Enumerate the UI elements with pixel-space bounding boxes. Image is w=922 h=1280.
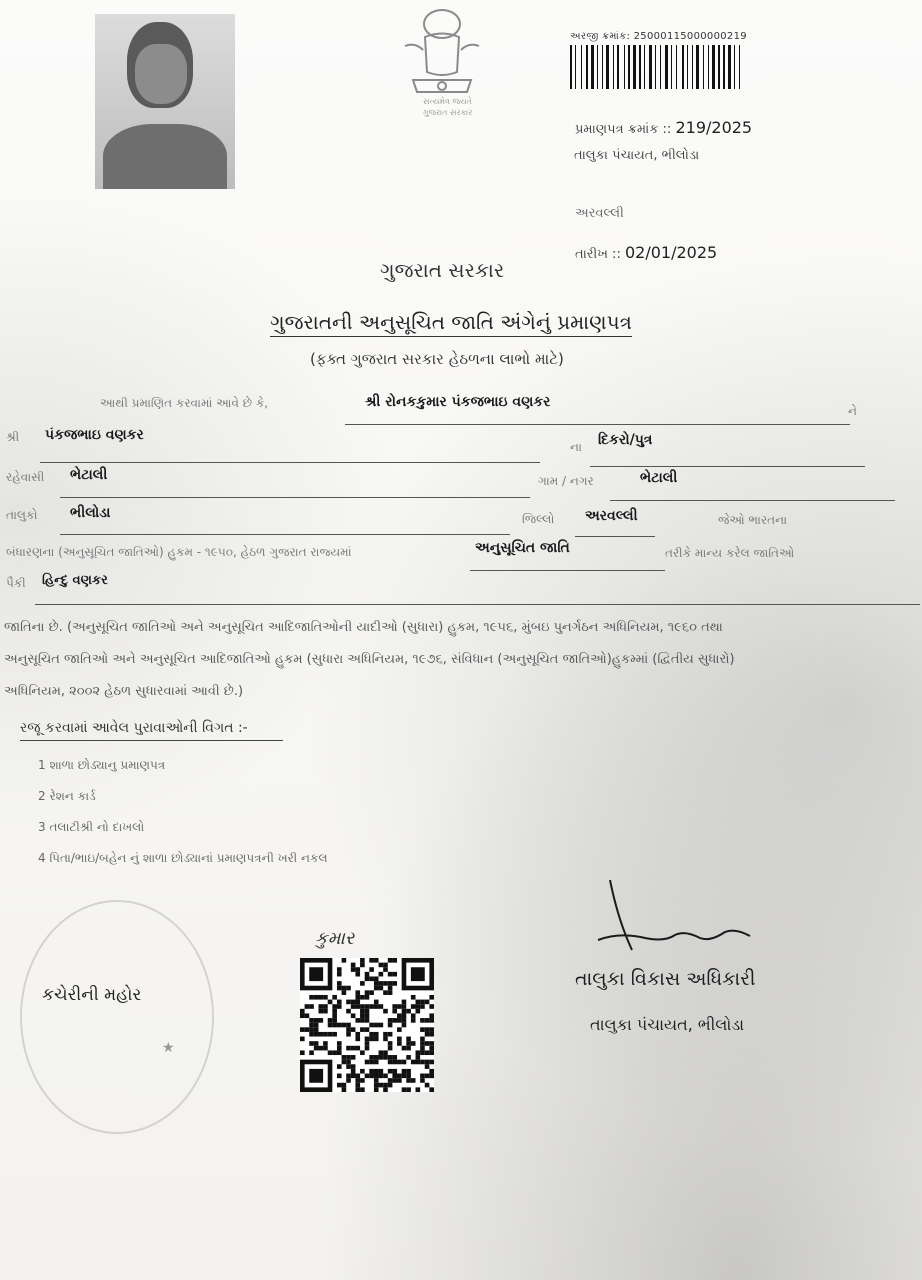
- taluka-label: તાલુકો: [6, 508, 38, 522]
- qr-handwritten-note: કુમાર: [315, 928, 355, 949]
- name-suffix: ને: [848, 404, 857, 418]
- certificate-subtitle: (ફક્ત ગુજરાત સરકાર હેઠળના લાભો માટે): [310, 350, 564, 368]
- father-name: પંકજભાઇ વણકર: [45, 427, 144, 443]
- certificate-number: 219/2025: [675, 118, 753, 137]
- evidence-heading: રજૂ કરવામાં આવેલ પુરાવાઓની વિગત :-: [20, 720, 283, 741]
- certificate-title: ગુજરાતની અનુસૂચિત જાતિ અંગેનું પ્રમાણપત્ર: [270, 310, 632, 337]
- in-india-label: જેઓ ભારતના: [718, 513, 788, 527]
- among-label: પૈકી: [6, 576, 26, 590]
- relation: દિકરો/પુત્ર: [598, 432, 653, 448]
- issue-date: 02/01/2025: [624, 243, 718, 262]
- legal-paragraph: [4, 612, 904, 708]
- relation-label: ના: [570, 440, 582, 454]
- caste: હિન્દુ વણકર: [42, 573, 108, 588]
- village: ભેટાલી: [640, 470, 678, 486]
- officer-title: તાલુકા વિકાસ અધિકારી: [575, 968, 756, 990]
- legal-line-1: જાતિના છે. (અનુસૂચિત જાતિઓ અને અનુસૂચિત આદિજાતિઓની યાદીઓ (સુધારા) હુકમ, ૧૯૫૬, મુંબઇ પુનર્ગઠન અધિનિયમ, ૧૯૬૦ તથા: [4, 620, 723, 635]
- office-stamp: [20, 900, 214, 1134]
- recognized-label: તરીકે માન્ય કરેલ જાતિઓ: [665, 546, 795, 560]
- applicant-photo: [95, 14, 235, 189]
- certify-label: આથી પ્રમાણિત કરવામાં આવે છે કે,: [100, 396, 269, 410]
- resident: ભેટાલી: [70, 467, 108, 483]
- issue-date-row: [575, 243, 717, 262]
- evidence-item: 4 પિતા/ભાઇ/બહેન નું શાળા છોડ્યાનાં પ્રમાણપત્રની ખરી નકલ: [38, 851, 328, 865]
- issue-date-label: તારીખ ::: [575, 247, 621, 262]
- district: અરવલ્લી: [585, 508, 638, 524]
- barcode-label: અરજી ક્રમાંક: 25000115000000219: [570, 31, 747, 42]
- taluka: ભીલોડા: [70, 505, 111, 521]
- resident-label: રહેવાસી: [6, 470, 45, 484]
- legal-line-3: અધિનિયમ, ૨૦૦૨ હેઠળ સુધારવામાં આવી છે.): [4, 684, 244, 699]
- barcode: [570, 45, 770, 89]
- issuing-district: અરવલ્લી: [575, 206, 624, 221]
- order-text: બંધારણના (અનુસૂચિત જાતિઓ) હુકમ - ૧૯૫૦, હેઠળ ગુજરાત રાજ્યમાં: [6, 545, 352, 559]
- father-prefix: શ્રી: [6, 430, 20, 444]
- evidence-item: 3 તલાટીશ્રી નો દાખલો: [38, 820, 145, 834]
- district-label: જિલ્લો: [522, 512, 555, 526]
- certificate-number-label: પ્રમાણપત્ર ક્રમાંક ::: [575, 122, 672, 137]
- star-icon: ★: [162, 1040, 175, 1056]
- government-title: ગુજરાત સરકાર: [380, 258, 505, 282]
- village-label: ગામ / નગર: [538, 474, 594, 488]
- emblem-motto: સત્યમેવ જયતે: [423, 97, 472, 106]
- qr-code: [300, 958, 434, 1092]
- legal-line-2: અનુસૂચિત જાતિઓ અને અનુસૂચિત આદિજાતિઓ હુકમ (સુધારા અધિનિયમ, ૧૯૭૬, સંવિધાન (અનુસૂચિત જાતિઓ)હુકમ્માં (દ્વિતીય સુધારો): [4, 652, 735, 667]
- stamp-label: કચેરીની મહોર: [42, 985, 142, 1005]
- officer-office: તાલુકા પંચાયત, ભીલોડા: [590, 1015, 745, 1034]
- evidence-item: 1 શાળા છોડ્યાનુ પ્રમાણપત્ર: [38, 758, 166, 772]
- emblem-government: ગુજરાત સરકાર: [422, 108, 473, 117]
- emblem-caption: [405, 96, 490, 118]
- evidence-item: 2 રેશન કાર્ડ: [38, 789, 96, 803]
- certificate-number-row: [575, 118, 752, 137]
- applicant-name: શ્રી રોનકકુમાર પંકજભાઇ વણકર: [365, 394, 551, 410]
- caste-category: અનુસૂચિત જાતિ: [475, 540, 570, 556]
- officer-signature: [590, 880, 770, 970]
- issuing-office: તાલુકા પંચાયત, ભીલોડા: [574, 148, 700, 163]
